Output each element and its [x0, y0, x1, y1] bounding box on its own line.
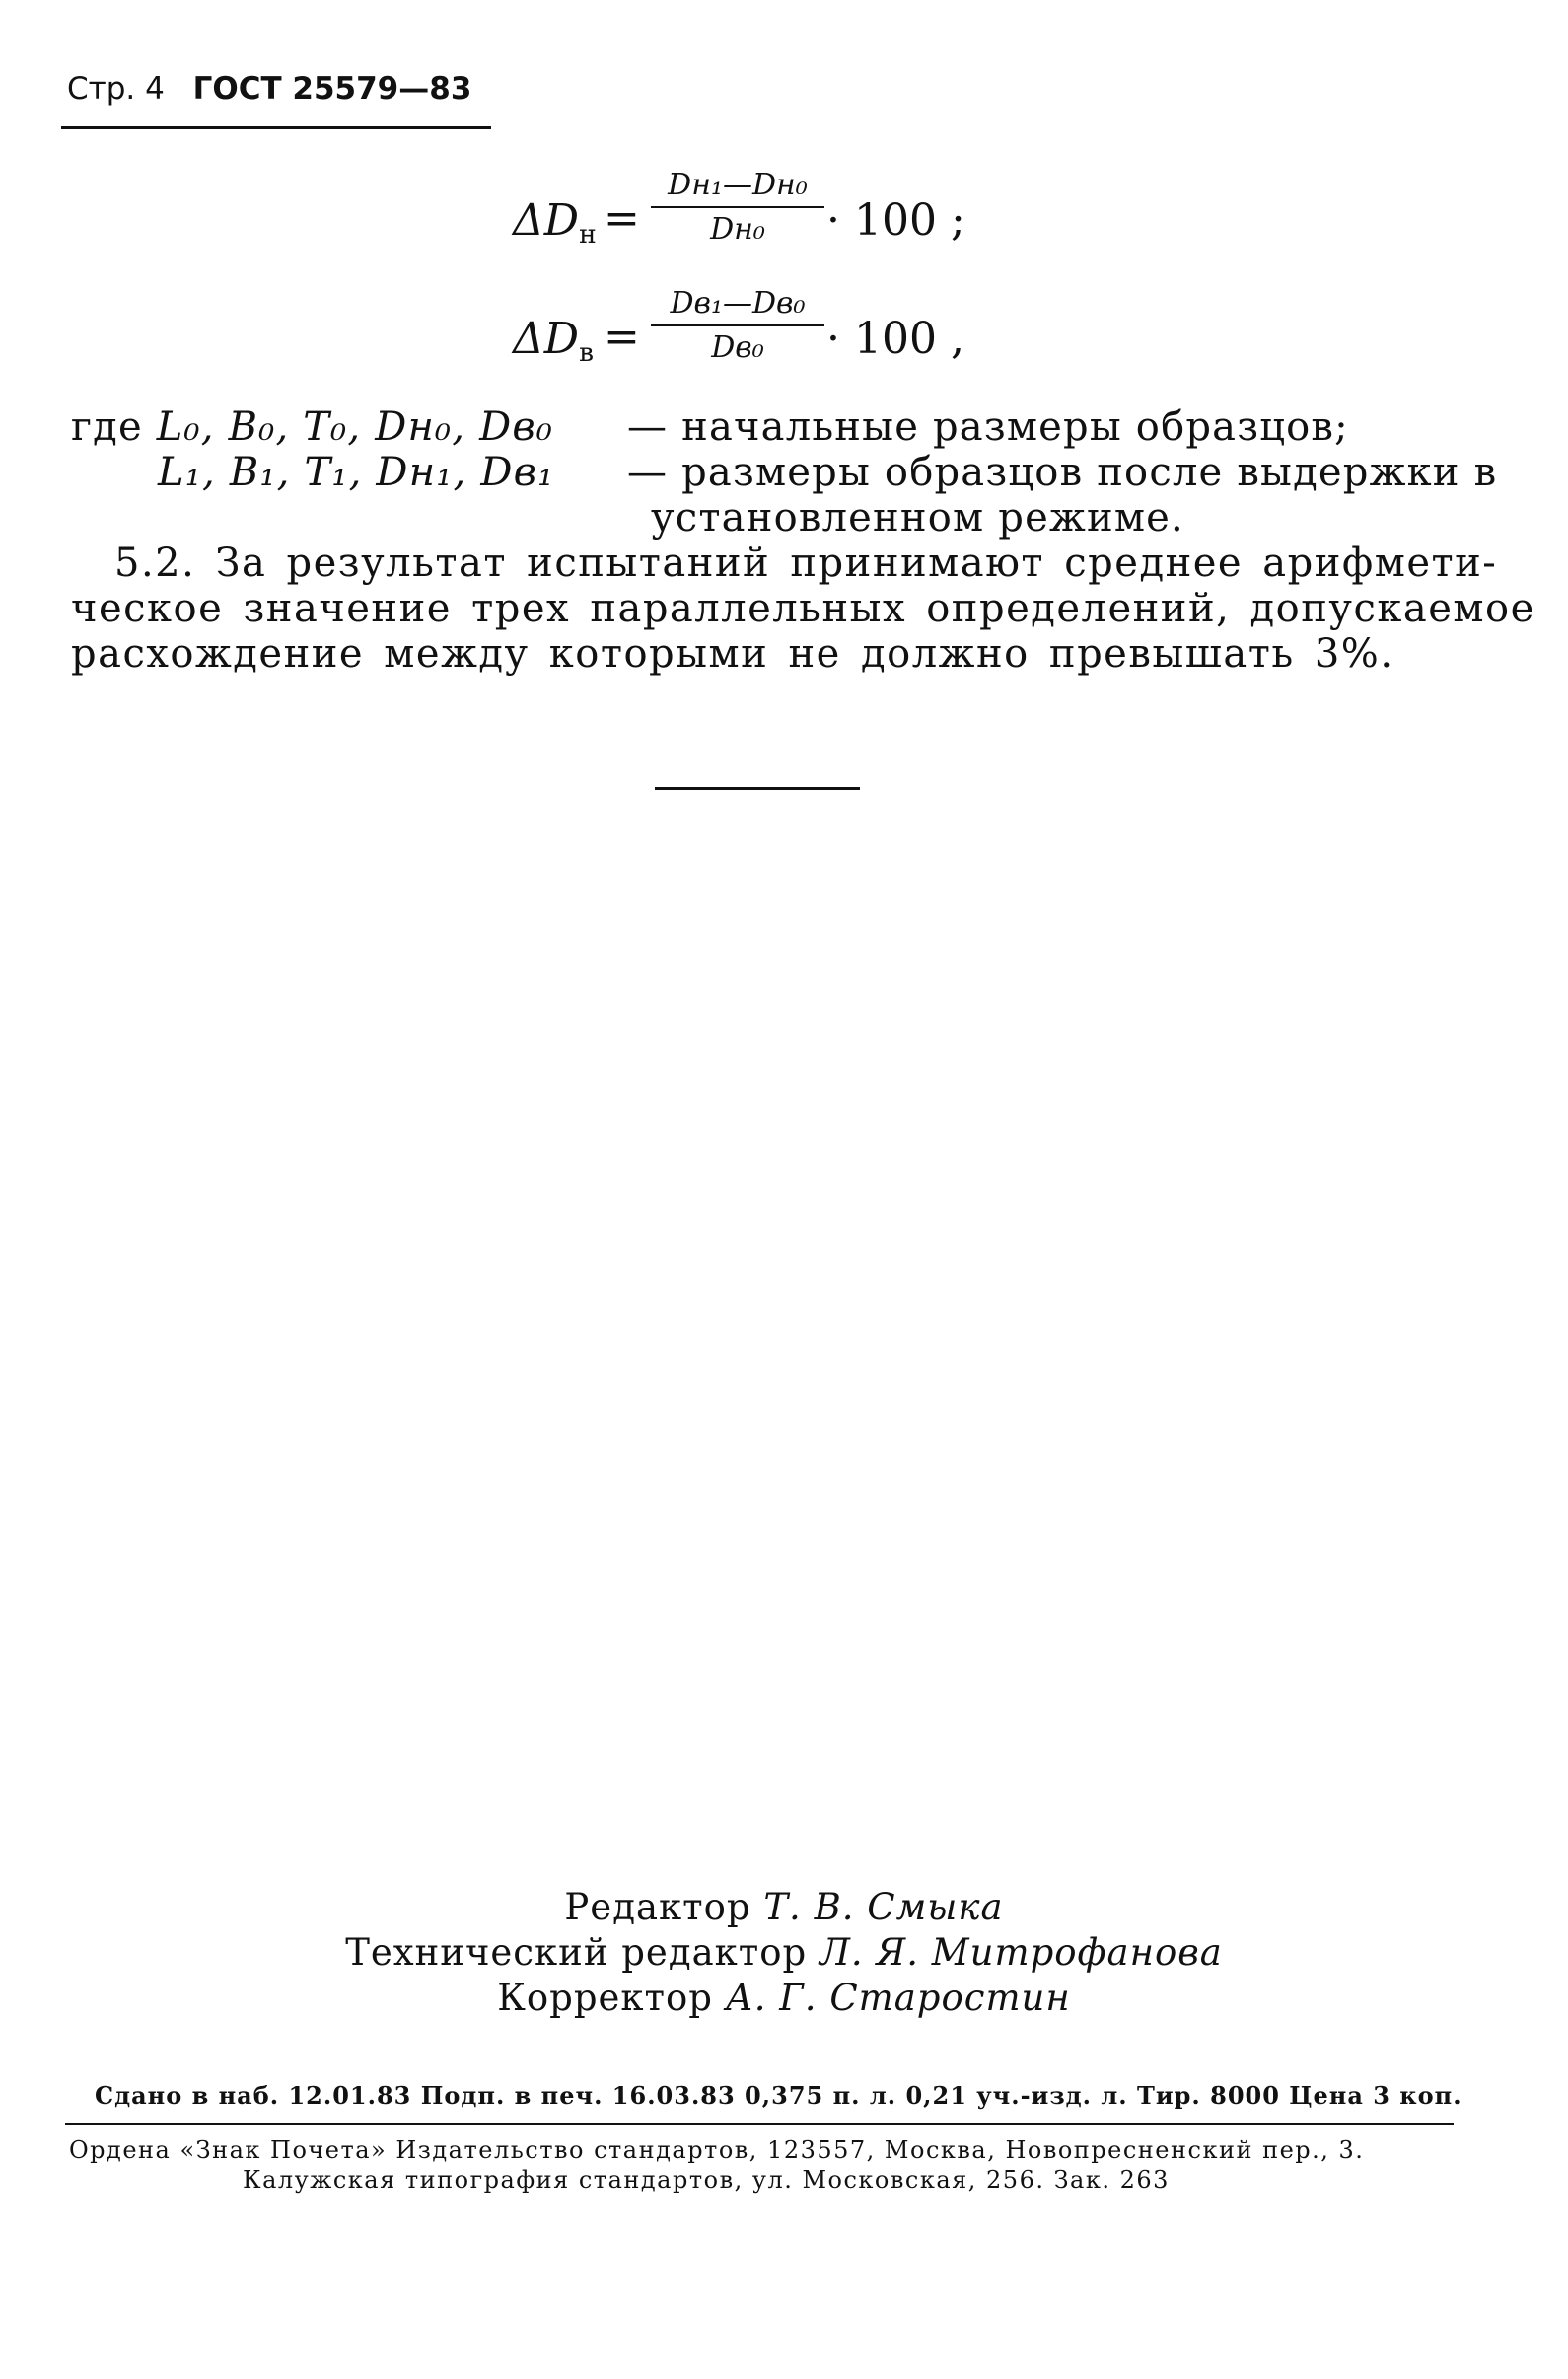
page-number: Стр. 4 [67, 71, 165, 107]
equals-sign: = [604, 193, 640, 244]
mode-text: установленном режиме. [651, 495, 1184, 541]
fraction-bar [651, 324, 824, 326]
formula-delta-dn [513, 168, 966, 276]
credit-name: Л. Я. Митрофанова [819, 1931, 1223, 1974]
fraction [651, 168, 824, 247]
formula-multiplier: · 100 ; [826, 195, 965, 246]
initial-sizes-text: — начальные размеры образцов; [627, 404, 1349, 450]
credit-role: Технический редактор [345, 1931, 808, 1974]
clause-line-3: расхождение между которыми не должно превышать 3%. [71, 631, 1394, 677]
page-header [67, 71, 471, 107]
where-word: где [71, 404, 143, 450]
imprint-rule [65, 2123, 1454, 2125]
formula-lhs: $\Delta D_н$ [513, 195, 597, 250]
formula-lhs: $\Delta D_в$ [513, 314, 594, 368]
credit-name: А. Г. Старостин [725, 1977, 1071, 2019]
initial-symbols: L₀, B₀, T₀, Dн₀, Dв₀ [156, 404, 554, 450]
fraction-denominator: Dв₀ [711, 330, 764, 365]
header-rule [61, 126, 491, 129]
fraction [651, 286, 824, 365]
clause-line-2: ческое значение трех параллельных определений, допускаемое [71, 586, 1535, 631]
credit-corrector [0, 1977, 1568, 2019]
clause-line-1: 5.2. За результат испытаний принимают среднее арифмети- [114, 541, 1498, 586]
final-symbols: L₁, B₁, T₁, Dн₁, Dв₁ [158, 450, 555, 495]
formula-multiplier: · 100 , [826, 314, 964, 364]
fraction-denominator: Dн₀ [710, 212, 765, 247]
credit-role: Редактор [564, 1886, 751, 1928]
credit-editor [0, 1886, 1568, 1928]
standard-code: ГОСТ 25579—83 [192, 71, 472, 107]
definition-line-1 [71, 404, 553, 450]
credit-role: Корректор [497, 1977, 713, 2019]
credit-name: Т. В. Смыка [763, 1886, 1004, 1928]
fraction-numerator: Dв₁—Dв₀ [670, 286, 806, 321]
equals-sign: = [604, 312, 640, 362]
section-divider [655, 787, 860, 790]
fraction-numerator: Dн₁—Dн₀ [668, 168, 808, 202]
formula-delta-dv [513, 286, 966, 395]
credit-tech-editor [0, 1931, 1568, 1974]
final-sizes-text: — размеры образцов после выдержки в [627, 450, 1498, 495]
imprint-print-data: Сдано в наб. 12.01.83 Подп. в печ. 16.03.83 0,375 п. л. 0,21 уч.-изд. л. Тир. 8000 Цена 3 коп. [95, 2081, 1462, 2110]
imprint-printing-house: Калужская типография стандартов, ул. Московская, 256. Зак. 263 [243, 2166, 1170, 2194]
imprint-publisher: Ордена «Знак Почета» Издательство стандартов, 123557, Москва, Новопресненский пер., 3. [69, 2136, 1365, 2164]
fraction-bar [651, 206, 824, 208]
